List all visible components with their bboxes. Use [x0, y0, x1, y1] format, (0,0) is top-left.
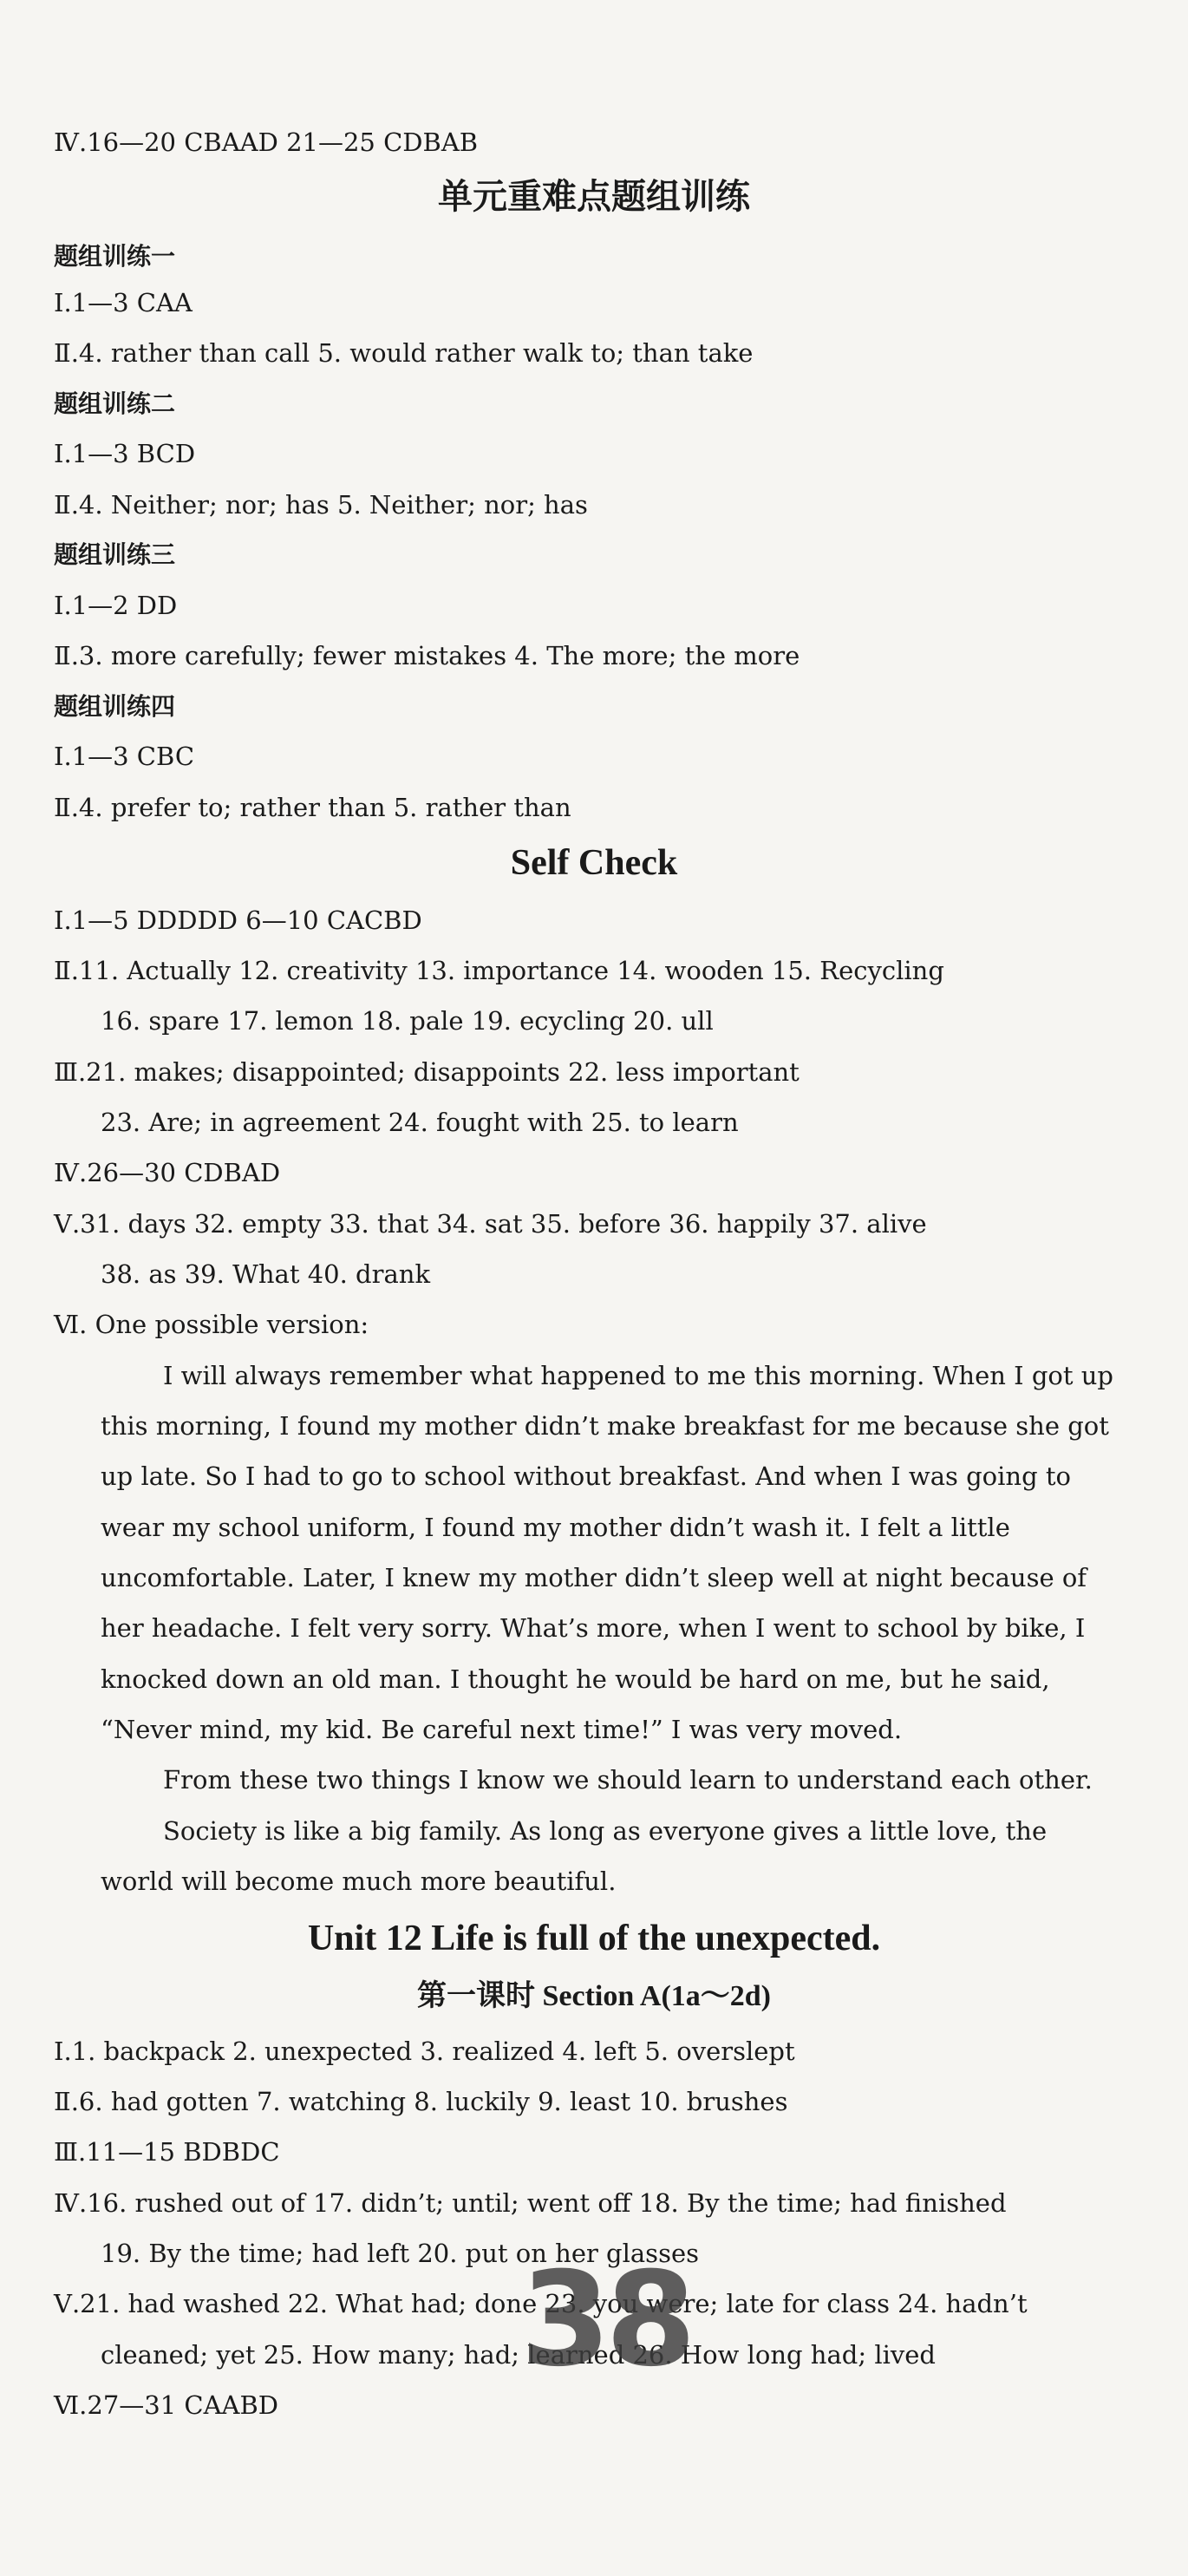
answer-line: Ⅱ.11. Actually 12. creativity 13. importance 14. wooden 15. Recycling	[54, 956, 944, 985]
page-number: 38	[520, 2245, 691, 2396]
answer-line: Ⅱ.4. rather than call 5. would rather walk to; than take	[54, 338, 754, 368]
essay-line: I will always remember what happened to me this morning. When I got up	[163, 1361, 1113, 1390]
answer-line: Ⅴ.31. days 32. empty 33. that 34. sat 35. before 36. happily 37. alive	[54, 1209, 927, 1239]
essay-line: uncomfortable. Later, I knew my mother didn’t sleep well at night because of	[101, 1563, 1087, 1592]
essay-line: her headache. I felt very sorry. What’s more, when I went to school by bike, I	[101, 1613, 1086, 1643]
answer-line: Ⅲ.11—15 BDBDC	[54, 2137, 280, 2167]
answer-line: Ⅱ.3. more carefully; fewer mistakes 4. The more; the more	[54, 641, 800, 670]
answer-line: Ⅰ.1. backpack 2. unexpected 3. realized 4. left 5. overslept	[54, 2037, 795, 2066]
essay-line: “Never mind, my kid. Be careful next time!” I was very moved.	[101, 1715, 903, 1744]
answer-line: Ⅵ.27—31 CAABD	[54, 2390, 279, 2420]
essay-line: world will become much more beautiful.	[101, 1867, 617, 1896]
answer-line: 16. spare 17. lemon 18. pale 19. ecycling 20. ull	[101, 1006, 714, 1036]
group-title-2: 题组训练二	[54, 389, 176, 418]
answer-line: Ⅲ.21. makes; disappointed; disappoints 22. less important	[54, 1057, 800, 1087]
essay-line: wear my school uniform, I found my mother didn’t wash it. I felt a little	[101, 1513, 1010, 1542]
answer-line: Ⅵ. One possible version:	[54, 1310, 369, 1339]
answer-line: Ⅰ.1—2 DD	[54, 591, 178, 620]
answer-line: Ⅱ.4. Neither; nor; has 5. Neither; nor; has	[54, 490, 588, 520]
answer-line: Ⅳ.16—20 CBAAD 21—25 CDBAB	[54, 127, 479, 157]
answer-line: cleaned; yet 25. How many; had; learned 26. How long had; lived	[101, 2340, 936, 2370]
answer-line: Ⅱ.6. had gotten 7. watching 8. luckily 9. least 10. brushes	[54, 2087, 788, 2116]
essay-line: Society is like a big family. As long as everyone gives a little love, the	[163, 1816, 1048, 1846]
group-title-1: 题组训练一	[54, 242, 176, 271]
essay-line: this morning, I found my mother didn’t make breakfast for me because she got	[101, 1411, 1109, 1441]
answer-line: Ⅰ.1—3 CAA	[54, 288, 193, 317]
essay-line: up late. So I had to go to school without breakfast. And when I was going to	[101, 1461, 1071, 1491]
section-subtitle: 第一课时 Section A(1a～2d)	[417, 1980, 771, 2012]
answer-line: Ⅳ.26—30 CDBAD	[54, 1158, 281, 1187]
answer-line: 23. Are; in agreement 24. fought with 25. to learn	[101, 1108, 739, 1137]
essay-line: knocked down an old man. I thought he would be hard on me, but he said,	[101, 1664, 1050, 1694]
answer-line: 38. as 39. What 40. drank	[101, 1259, 431, 1289]
group-title-3: 题组训练三	[54, 540, 176, 569]
section-title-self-check: Self Check	[510, 843, 678, 883]
answer-line: Ⅰ.1—5 DDDDD 6—10 CACBD	[54, 906, 422, 935]
section-title-unit12: Unit 12 Life is full of the unexpected.	[307, 1919, 881, 1958]
section-title-unit-review: 单元重难点题组训练	[438, 177, 750, 217]
answer-line: Ⅴ.21. had washed 22. What had; done 23. you were; late for class 24. hadn’t	[54, 2289, 1028, 2318]
answer-line: Ⅰ.1—3 BCD	[54, 439, 196, 468]
answer-line: 19. By the time; had left 20. put on her glasses	[101, 2239, 699, 2268]
answer-line: Ⅱ.4. prefer to; rather than 5. rather than	[54, 793, 571, 822]
answer-line: Ⅰ.1—3 CBC	[54, 742, 195, 771]
essay-line: From these two things I know we should learn to understand each other.	[163, 1765, 1093, 1795]
group-title-4: 题组训练四	[54, 692, 176, 721]
answer-line: Ⅳ.16. rushed out of 17. didn’t; until; went off 18. By the time; had finished	[54, 2188, 1007, 2218]
